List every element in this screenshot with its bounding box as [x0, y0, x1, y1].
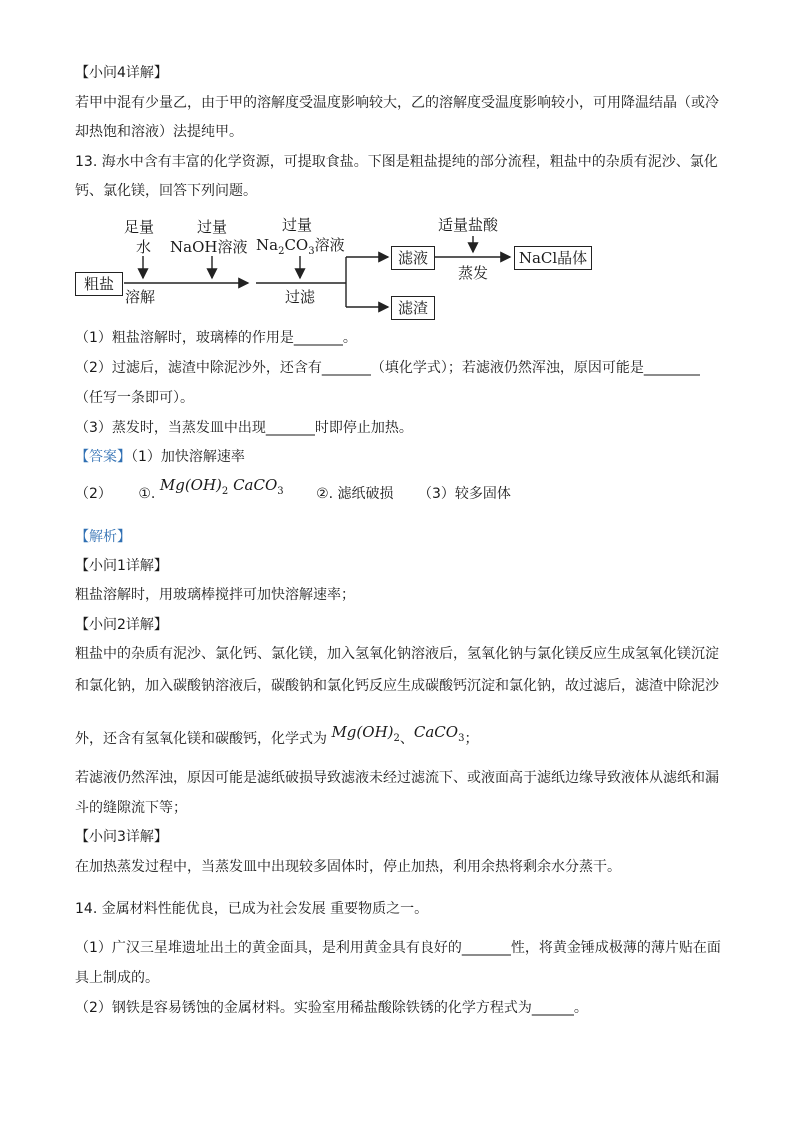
q13-sub3: （3）蒸发时，当蒸发皿中出现_______时即停止加热。: [75, 420, 413, 436]
q13-sub2-line1: （2）过滤后，滤渣中除泥沙外，还含有_______（填化学式）；若滤液仍然浑浊，原因可能是________: [75, 360, 700, 376]
sub1-heading: 【小问1详解】: [75, 558, 168, 574]
sub2-text-line2: 和氯化钠，加入碳酸钠溶液后，碳酸钠和氯化钙反应生成碳酸钙沉淀和氯化钠，故过滤后，滤渣中除泥沙: [75, 678, 719, 694]
sub3-heading: 【小问3详解】: [75, 829, 168, 845]
q13-intro-line2: 钙、氯化镁，回答下列问题。: [75, 183, 257, 199]
sub2-heading: 【小问2详解】: [75, 617, 168, 633]
sub1-text: 粗盐溶解时，用玻璃棒搅拌可加快溶解速率；: [75, 587, 355, 603]
q14-sub2: （2）钢铁是容易锈蚀的金属材料。实验室用稀盐酸除铁锈的化学方程式为______。: [75, 1000, 588, 1016]
reagent4-hcl: 适量盐酸: [438, 216, 499, 234]
answer-label: 【答案】: [75, 449, 131, 465]
answer-line2: （2） ①. $Mg(OH)_2$ CaCO$_3$ ②. 滤纸破损 （3）较多固体: [75, 476, 511, 502]
q13-sub2-line2: （任写一条即可）。: [75, 390, 194, 406]
label-filter: 过滤: [285, 288, 316, 306]
reagent3-bottom: $Na_2CO_3$溶液: [256, 236, 345, 257]
sub2-text-line3: 外，还含有氢氧化镁和碳酸钙，化学式为 $Mg(OH)_2$、CaCO$_3$；: [75, 723, 479, 747]
q14-intro: 14. 金属材料性能优良，已成为社会发展 重要物质之一。: [75, 901, 429, 917]
sub2-text-line4: 若滤液仍然浑浊，原因可能是滤纸破损导致滤液未经过滤流下、或液面高于滤纸边缘导致液体从滤纸和漏: [75, 770, 719, 786]
reagent3-top: 过量: [282, 216, 313, 234]
box-product: NaCl晶体: [514, 246, 592, 270]
box-crude-salt: 粗盐: [75, 272, 123, 296]
q14-sub1-line1: （1）广汉三星堆遗址出土的黄金面具，是利用黄金具有良好的_______性，将黄金锤成极薄的薄片贴在面: [75, 940, 721, 956]
box-residue: 滤渣: [391, 296, 435, 320]
sub4-heading: 【小问4详解】: [75, 65, 168, 81]
label-dissolve: 溶解: [125, 288, 156, 306]
sub2-text-line5: 斗的缝隙流下等；: [75, 800, 187, 816]
sub3-text: 在加热蒸发过程中，当蒸发皿中出现较多固体时，停止加热，利用余热将剩余水分蒸干。: [75, 859, 621, 875]
analysis-label: 【解析】: [75, 529, 131, 545]
q13-sub1: （1）粗盐溶解时，玻璃棒的作用是_______。: [75, 330, 357, 346]
box-filtrate: 滤液: [391, 246, 435, 270]
label-evaporate: 蒸发: [458, 264, 489, 282]
formula-mgoh2-caco3: $Mg(OH)_2$ CaCO$_3$: [159, 476, 284, 497]
q14-sub1-line2: 具上制成的。: [75, 970, 159, 986]
sub4-text-line1: 若甲中混有少量乙，由于甲的溶解度受温度影响较大，乙的溶解度受温度影响较小，可用降温结晶（或冷: [75, 95, 719, 111]
reagent2-bottom: NaOH溶液: [170, 238, 248, 256]
q13-intro-line1: 13. 海水中含有丰富的化学资源，可提取食盐。下图是粗盐提纯的部分流程，粗盐中的杂质有泥沙、氯化: [75, 154, 718, 170]
sub4-text-line2: 却热饱和溶液）法提纯甲。: [75, 124, 243, 140]
sub2-text-line1: 粗盐中的杂质有泥沙、氯化钙、氯化镁，加入氢氧化钠溶液后，氢氧化钠与氯化镁反应生成氢氧化镁沉淀: [75, 646, 719, 662]
answer-line1: 【答案】（1）加快溶解速率: [75, 449, 245, 465]
reagent1-bottom: 水: [136, 238, 152, 256]
reagent1-top: 足量: [124, 218, 155, 236]
reagent2-top: 过量: [197, 218, 228, 236]
